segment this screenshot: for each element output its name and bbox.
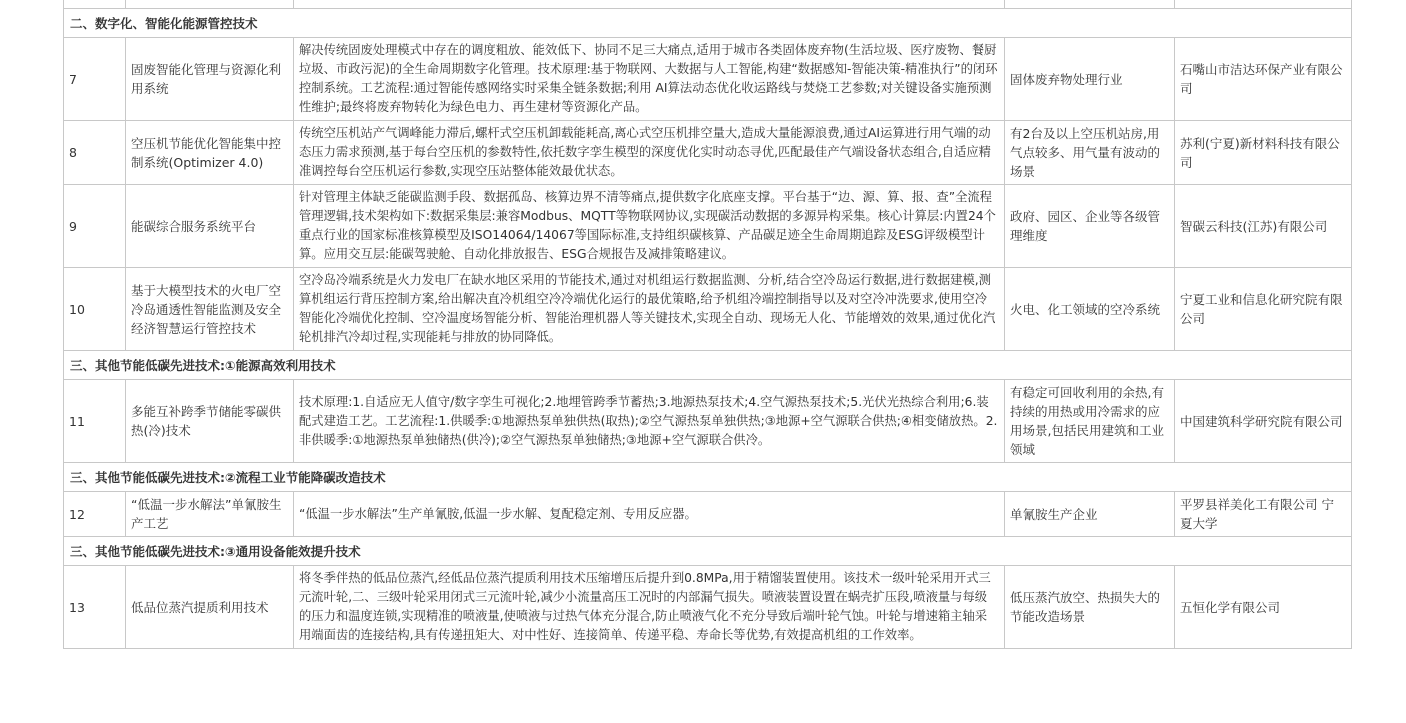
applicant-unit: 智碳云科技(江苏)有限公司: [1175, 185, 1352, 268]
technology-description: 技术原理:1.自适应无人值守/数字孪生可视化;2.地埋管跨季节蓄热;3.地源热泵技术;4.空气源热泵技术;5.光伏光热综合利用;6.装配式建造工艺。工艺流程:1.供暖季:①地源热泵单独供热(取热);②空气源热泵单独供热;③地源+空气源联合供热;④相变储放热。2.非供暖季:①地源热泵单独储热(供冷);②空气源热泵单独储热;③地源+空气源联合供冷。: [294, 380, 1005, 463]
applicant-unit: 石嘴山市洁达环保产业有限公司: [1175, 38, 1352, 121]
application-scope: 单氰胺生产企业: [1005, 492, 1175, 537]
technology-name: “低温一步水解法”单氰胺生产工艺: [126, 492, 294, 537]
technology-name: 多能互补跨季节储能零碳供热(冷)技术: [126, 380, 294, 463]
application-scope: 有稳定可回收利用的余热,有持续的用热或用冷需求的应用场景,包括民用建筑和工业领域: [1005, 380, 1175, 463]
application-scope: 有2台及以上空压机站房,用气点较多、用气量有波动的场景: [1005, 121, 1175, 185]
applicant-unit: 平罗县祥美化工有限公司 宁夏大学: [1175, 492, 1352, 537]
technology-table-body: [64, 0, 1352, 649]
table-row: [64, 268, 1352, 351]
technology-name: 空压机节能优化智能集中控制系统(Optimizer 4.0): [126, 121, 294, 185]
section-header-row: [64, 351, 1352, 380]
applicant-unit: 五恒化学有限公司: [1175, 566, 1352, 649]
table-cell: [64, 0, 126, 9]
row-number: 8: [64, 121, 126, 185]
row-number: 10: [64, 268, 126, 351]
table-cell: [126, 0, 294, 9]
section-title: 三、其他节能低碳先进技术:①能源高效利用技术: [64, 351, 1352, 380]
technology-description: 空冷岛冷端系统是火力发电厂在缺水地区采用的节能技术,通过对机组运行数据监测、分析,结合空冷岛运行数据,进行数据建模,测算机组运行背压控制方案,给出解决直冷机组空冷冷端优化运行的最优策略,给予机组冷端控制指导以及对空冷冲洗要求,使用空冷智能化冷端优化控制、空冷温度场智能分析、智能治理机器人等关键技术,实现全自动、现场无人化、节能增效的效果,通过优化汽轮机排汽冷却过程,实现能耗与排放的协同降低。: [294, 268, 1005, 351]
section-header-row: [64, 537, 1352, 566]
technology-description: 传统空压机站产气调峰能力滞后,螺杆式空压机卸载能耗高,离心式空压机排空量大,造成大量能源浪费,通过AI运算进行用气端的动态压力需求预测,基于每台空压机的参数特性,依托数字孪生模型的深度优化实时动态寻优,匹配最佳产气端设备状态组合,自适应精准调控每台空压机运行参数,实现空压站整体能效最优状态。: [294, 121, 1005, 185]
application-scope: 低压蒸汽放空、热损失大的节能改造场景: [1005, 566, 1175, 649]
table-cell: [294, 0, 1005, 9]
application-scope: 固体废弃物处理行业: [1005, 38, 1175, 121]
technology-description: 针对管理主体缺乏能碳监测手段、数据孤岛、核算边界不清等痛点,提供数字化底座支撑。平台基于“边、源、算、报、查”全流程管理逻辑,技术架构如下:数据采集层:兼容Modbus、MQTT等物联网协议,实现碳活动数据的多源异构采集。核心计算层:内置24个重点行业的国家标准核算模型及ISO14064/14067等国际标准,支持组织碳核算、产品碳足迹全生命周期追踪及ESG评级模型计算。应用交互层:能碳驾驶舱、自动化排放报告、ESG合规报告及减排策略建议。: [294, 185, 1005, 268]
technology-name: 低品位蒸汽提质利用技术: [126, 566, 294, 649]
table-row-partial: [64, 0, 1352, 9]
section-header-row: [64, 463, 1352, 492]
table-row: [64, 380, 1352, 463]
table-row: [64, 121, 1352, 185]
row-number: 12: [64, 492, 126, 537]
applicant-unit: 中国建筑科学研究院有限公司: [1175, 380, 1352, 463]
technology-description: 将冬季伴热的低品位蒸汽,经低品位蒸汽提质利用技术压缩增压后提升到0.8MPa,用于精馏装置使用。该技术一级叶轮采用开式三元流叶轮,二、三级叶轮采用闭式三元流叶轮,减少小流量高压工况时的内部漏气损失。喷液装置设置在蜗壳扩压段,喷液量与每级的压力和温度连锁,实现精准的喷液量,使喷液与过热气体充分混合,防止喷液气化不充分导致后端叶轮气蚀。叶轮与增速箱主轴采用端面齿的连接结构,具有传递扭矩大、对中性好、连接简单、传递平稳、寿命长等优势,有效提高机组的工作效率。: [294, 566, 1005, 649]
row-number: 9: [64, 185, 126, 268]
row-number: 7: [64, 38, 126, 121]
section-title: 三、其他节能低碳先进技术:②流程工业节能降碳改造技术: [64, 463, 1352, 492]
table-cell: [1005, 0, 1175, 9]
section-title: 三、其他节能低碳先进技术:③通用设备能效提升技术: [64, 537, 1352, 566]
applicant-unit: 苏利(宁夏)新材料科技有限公司: [1175, 121, 1352, 185]
section-header-row: [64, 9, 1352, 38]
table-row: [64, 492, 1352, 537]
technology-description: “低温一步水解法”生产单氰胺,低温一步水解、复配稳定剂、专用反应器。: [294, 492, 1005, 537]
application-scope: 火电、化工领域的空冷系统: [1005, 268, 1175, 351]
table-row: [64, 38, 1352, 121]
technology-table: [63, 0, 1352, 649]
application-scope: 政府、园区、企业等各级管理维度: [1005, 185, 1175, 268]
table-cell: [1175, 0, 1352, 9]
applicant-unit: 宁夏工业和信息化研究院有限公司: [1175, 268, 1352, 351]
row-number: 13: [64, 566, 126, 649]
technology-description: 解决传统固废处理模式中存在的调度粗放、能效低下、协同不足三大痛点,适用于城市各类固体废弃物(生活垃圾、医疗废物、餐厨垃圾、市政污泥)的全生命周期数字化管理。技术原理:基于物联网、大数据与人工智能,构建“数据感知-智能决策-精准执行”的闭环控制系统。工艺流程:通过智能传感网络实时采集全链条数据;利用 AI算法动态优化收运路线与焚烧工艺参数;对关键设备实施预测性维护;最终将废弃物转化为绿色电力、再生建材等资源化产品。: [294, 38, 1005, 121]
section-title: 二、数字化、智能化能源管控技术: [64, 9, 1352, 38]
technology-name: 能碳综合服务系统平台: [126, 185, 294, 268]
table-row: [64, 185, 1352, 268]
table-row: [64, 566, 1352, 649]
row-number: 11: [64, 380, 126, 463]
technology-name: 固废智能化管理与资源化利用系统: [126, 38, 294, 121]
document-page: [63, 0, 1351, 649]
technology-name: 基于大模型技术的火电厂空冷岛通透性智能监测及安全经济智慧运行管控技术: [126, 268, 294, 351]
